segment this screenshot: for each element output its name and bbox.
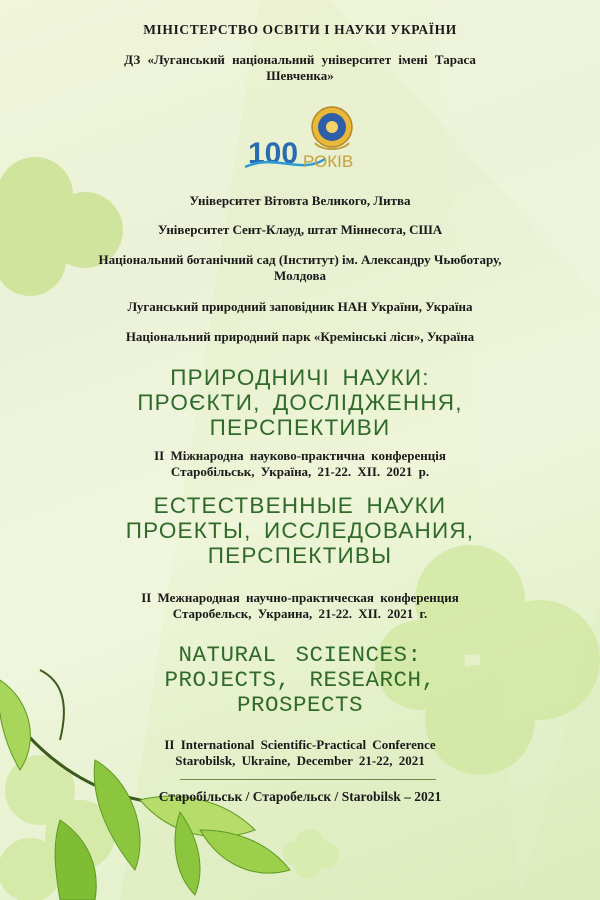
partner-item: Національний природний парк «Кремінські ліси», Україна <box>125 329 475 344</box>
conference-uk-place: Старобільськ, Україна, 21-22. ХІІ. 2021 р. <box>170 464 430 479</box>
partner-item: Луганський природний заповідник НАН України, Україна <box>127 299 473 314</box>
footer-place-year: Старобільськ / Старобельск / Starobilsk – 2021 <box>158 789 442 804</box>
emblem-icon <box>312 107 352 149</box>
title-ru-line: ПРОЕКТЫ, ИССЛЕДОВАНИЯ, <box>125 518 475 543</box>
title-en-line: PROSPECTS <box>236 692 364 718</box>
title-uk-line: ПЕРСПЕКТИВИ <box>209 415 391 440</box>
conference-en-place: Starobilsk, Ukraine, December 21-22, 2021 <box>175 753 425 768</box>
title-uk-line: ПРОЄКТИ, ДОСЛІДЖЕННЯ, <box>137 390 463 415</box>
title-en-line: PROJECTS, RESEARCH, <box>164 667 436 693</box>
conference-uk-line: ІІ Міжнародна науково-практична конференція <box>154 448 446 463</box>
anniversary-logo-icon <box>245 105 375 173</box>
ministry-heading: МІНІСТЕРСТВО ОСВІТИ І НАУКИ УКРАЇНИ <box>143 22 457 37</box>
divider <box>180 779 436 780</box>
conference-ru-place: Старобельск, Украина, 21-22. ХІІ. 2021 г. <box>172 606 428 621</box>
logo-text: РОКІВ <box>303 152 354 171</box>
logo-number: 100 <box>248 137 299 170</box>
title-ru-line: ЕСТЕСТВЕННЫЕ НАУКИ <box>153 493 447 518</box>
conference-en-line: II International Scientific-Practical Conference <box>164 737 436 752</box>
title-uk-line: ПРИРОДНИЧІ НАУКИ: <box>170 365 430 390</box>
partner-item: Університет Сент-Клауд, штат Міннесота, США <box>157 222 443 237</box>
partner-item: Університет Вітовта Великого, Литва <box>189 193 411 208</box>
partner-item: Національний ботанічний сад (Інститут) ім. Александру Чьюботару, Молдова <box>98 252 502 283</box>
university-name: ДЗ «Луганський національний університет імені Тараса Шевченка» <box>124 52 476 83</box>
conference-ru-line: ІІ Межнародная научно-практическая конференция <box>141 590 459 605</box>
title-en-line: NATURAL SCIENCES: <box>178 642 422 668</box>
title-ru-line: ПЕРСПЕКТИВЫ <box>207 543 393 568</box>
